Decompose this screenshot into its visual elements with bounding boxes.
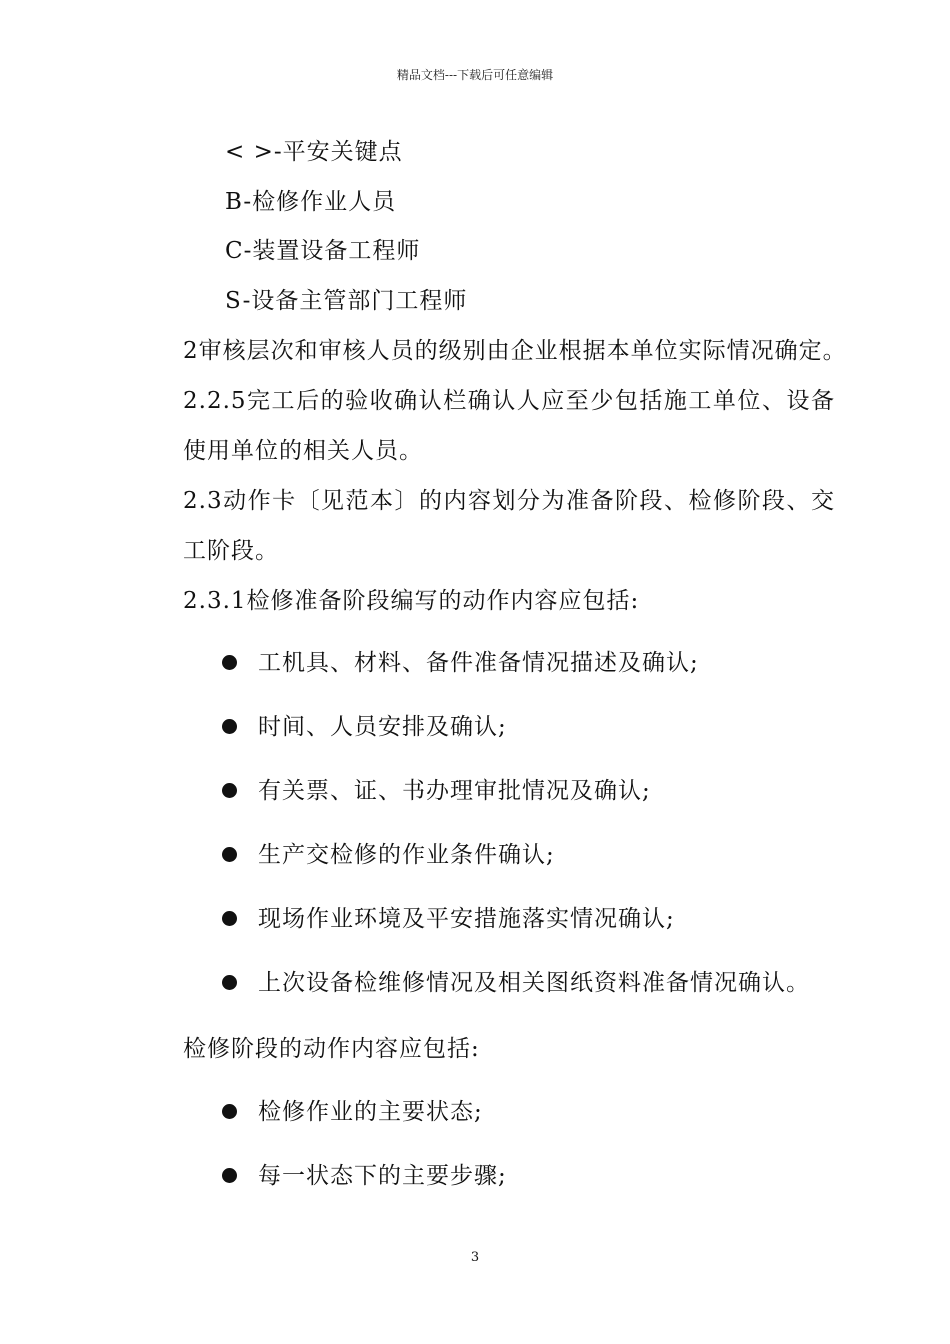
legend-dept-engineer: S-设备主管部门工程师	[225, 288, 468, 314]
list-item: 生产交检修的作业条件确认;	[222, 841, 555, 869]
bullet-dot-icon	[222, 719, 237, 734]
legend-safety-keypoint: < >-平安关键点	[225, 139, 403, 165]
bullet-dot-icon	[222, 847, 237, 862]
bullet-dot-icon	[222, 655, 237, 670]
list-item: 有关票、证、书办理审批情况及确认;	[222, 777, 651, 805]
page-number: 3	[470, 1250, 480, 1265]
paragraph-action-card-line1: 2.3动作卡〔见范本〕的内容划分为准备阶段、检修阶段、交	[183, 488, 835, 514]
bullet-dot-icon	[222, 1168, 237, 1183]
list-item: 检修作业的主要状态;	[222, 1098, 483, 1126]
list-item: 工机具、材料、备件准备情况描述及确认;	[222, 649, 699, 677]
bullet-dot-icon	[222, 783, 237, 798]
paragraph-prep-stage-heading: 2.3.1检修准备阶段编写的动作内容应包括:	[183, 588, 640, 614]
bullet-dot-icon	[222, 975, 237, 990]
list-item: 上次设备检维修情况及相关图纸资料准备情况确认。	[222, 969, 810, 997]
list-item: 每一状态下的主要步骤;	[222, 1162, 507, 1190]
page-header: 精品文档---下载后可任意编辑	[396, 68, 554, 82]
legend-maintenance-worker: B-检修作业人员	[225, 189, 397, 215]
paragraph-acceptance-line1: 2.2.5完工后的验收确认栏确认人应至少包括施工单位、设备	[183, 388, 835, 414]
list-item: 时间、人员安排及确认;	[222, 713, 507, 741]
list-item: 现场作业环境及平安措施落实情况确认;	[222, 905, 675, 933]
paragraph-action-card-line2: 工阶段。	[183, 538, 279, 564]
paragraph-review-levels: 2审核层次和审核人员的级别由企业根据本单位实际情况确定。	[183, 338, 847, 364]
legend-device-engineer: C-装置设备工程师	[225, 238, 421, 264]
paragraph-maintenance-stage-heading: 检修阶段的动作内容应包括:	[183, 1036, 480, 1062]
bullet-dot-icon	[222, 911, 237, 926]
bullet-dot-icon	[222, 1104, 237, 1119]
paragraph-acceptance-line2: 使用单位的相关人员。	[183, 438, 423, 464]
